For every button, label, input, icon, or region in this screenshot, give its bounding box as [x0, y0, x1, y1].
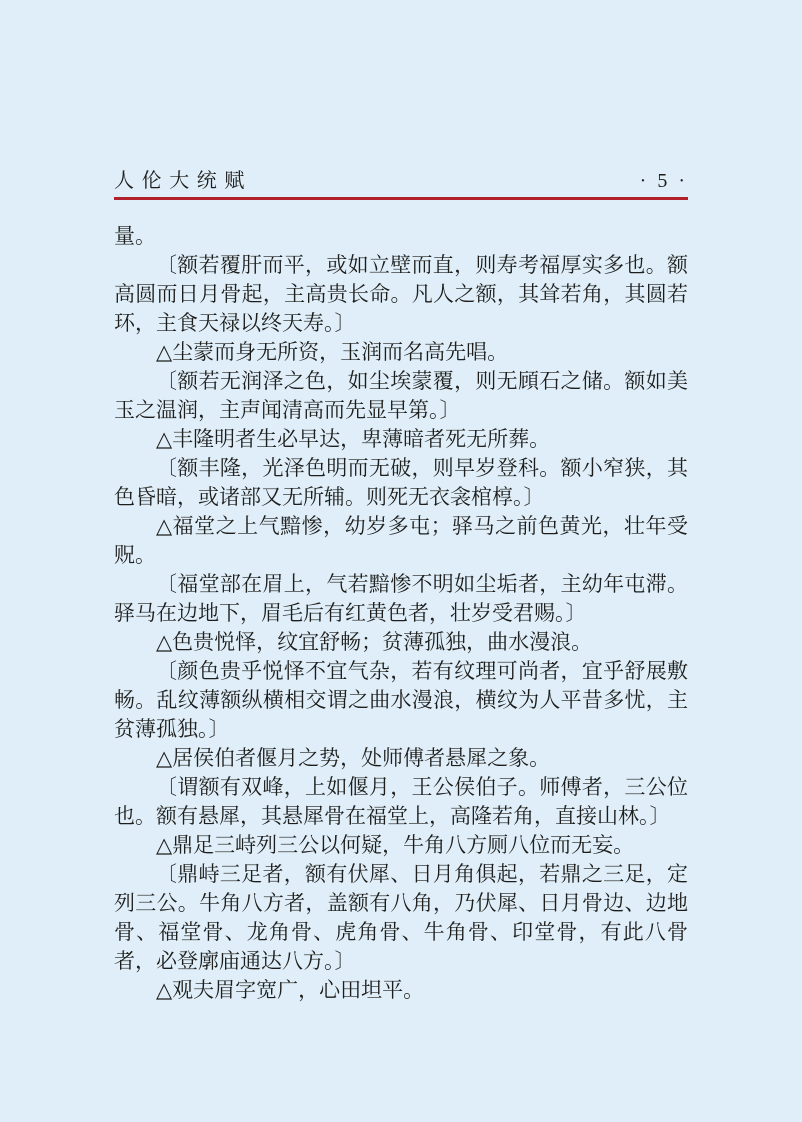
paragraph-verse: △尘蒙而身无所资，玉润而名高先唱。 — [156, 340, 509, 364]
page-body — [114, 222, 688, 1005]
paragraph-verse: △丰隆明者生必早达，卑薄暗者死无所葬。 — [156, 427, 551, 451]
paragraph-commentary: 〔颜色贵乎悦怿不宜气杂，若有纹理可尚者，宜乎舒展敷畅。乱纹薄额纵横相交谓之曲水漫浪，横纹为人平昔多忧，主贫薄孤独。〕 — [114, 659, 688, 741]
paragraph-commentary: 〔福堂部在眉上，气若黯惨不明如尘垢者，主幼年屯滞。驿马在边地下，眉毛后有红黄色者，壮岁受君赐。〕 — [114, 572, 688, 625]
paragraph-verse: △福堂之上气黯惨，幼岁多屯；驿马之前色黄光，壮年受贶。 — [114, 514, 688, 567]
page-title: 人伦大统赋 — [114, 170, 252, 192]
paragraph-continuation: 量。 — [114, 224, 156, 248]
page-number: · 5 · — [639, 170, 688, 192]
paragraph-commentary: 〔额若覆肝而平，或如立壁而直，则寿考福厚实多也。额高圆而日月骨起，主高贵长命。凡人之额，其耸若角，其圆若环，主食天禄以终天寿。〕 — [114, 253, 688, 335]
paragraph-commentary: 〔谓额有双峰，上如偃月，王公侯伯子。师傅者，三公位也。额有悬犀，其悬犀骨在福堂上，高隆若角，直接山林。〕 — [114, 775, 688, 828]
paragraph-verse: △鼎足三峙列三公以何疑，牛角八方厕八位而无妄。 — [156, 833, 635, 857]
paragraph-verse: △色贵悦怿，纹宜舒畅；贫薄孤独，曲水漫浪。 — [156, 630, 593, 654]
paragraph-verse: △居侯伯者偃月之势，处师傅者悬犀之象。 — [156, 746, 551, 770]
paragraph-commentary: 〔鼎峙三足者，额有伏犀、日月角俱起，若鼎之三足，定列三公。牛角八方者，盖额有八角，乃伏犀、日月骨边、边地骨、福堂骨、龙角骨、虎角骨、牛角骨、印堂骨，有此八骨者，必登廓庙通达八方。〕 — [114, 862, 688, 973]
paragraph-verse: △观夫眉字宽广，心田坦平。 — [156, 978, 425, 1002]
paragraph-commentary: 〔额丰隆，光泽色明而无破，则早岁登科。额小窄狭，其色昏暗，或诸部又无所辅。则死无衣衾棺椁。〕 — [114, 456, 688, 509]
paragraph-commentary: 〔额若无润泽之色，如尘埃蒙覆，则无頋石之储。额如美玉之温润，主声闻清高而先显早第。〕 — [114, 369, 688, 422]
page-header — [114, 168, 688, 200]
